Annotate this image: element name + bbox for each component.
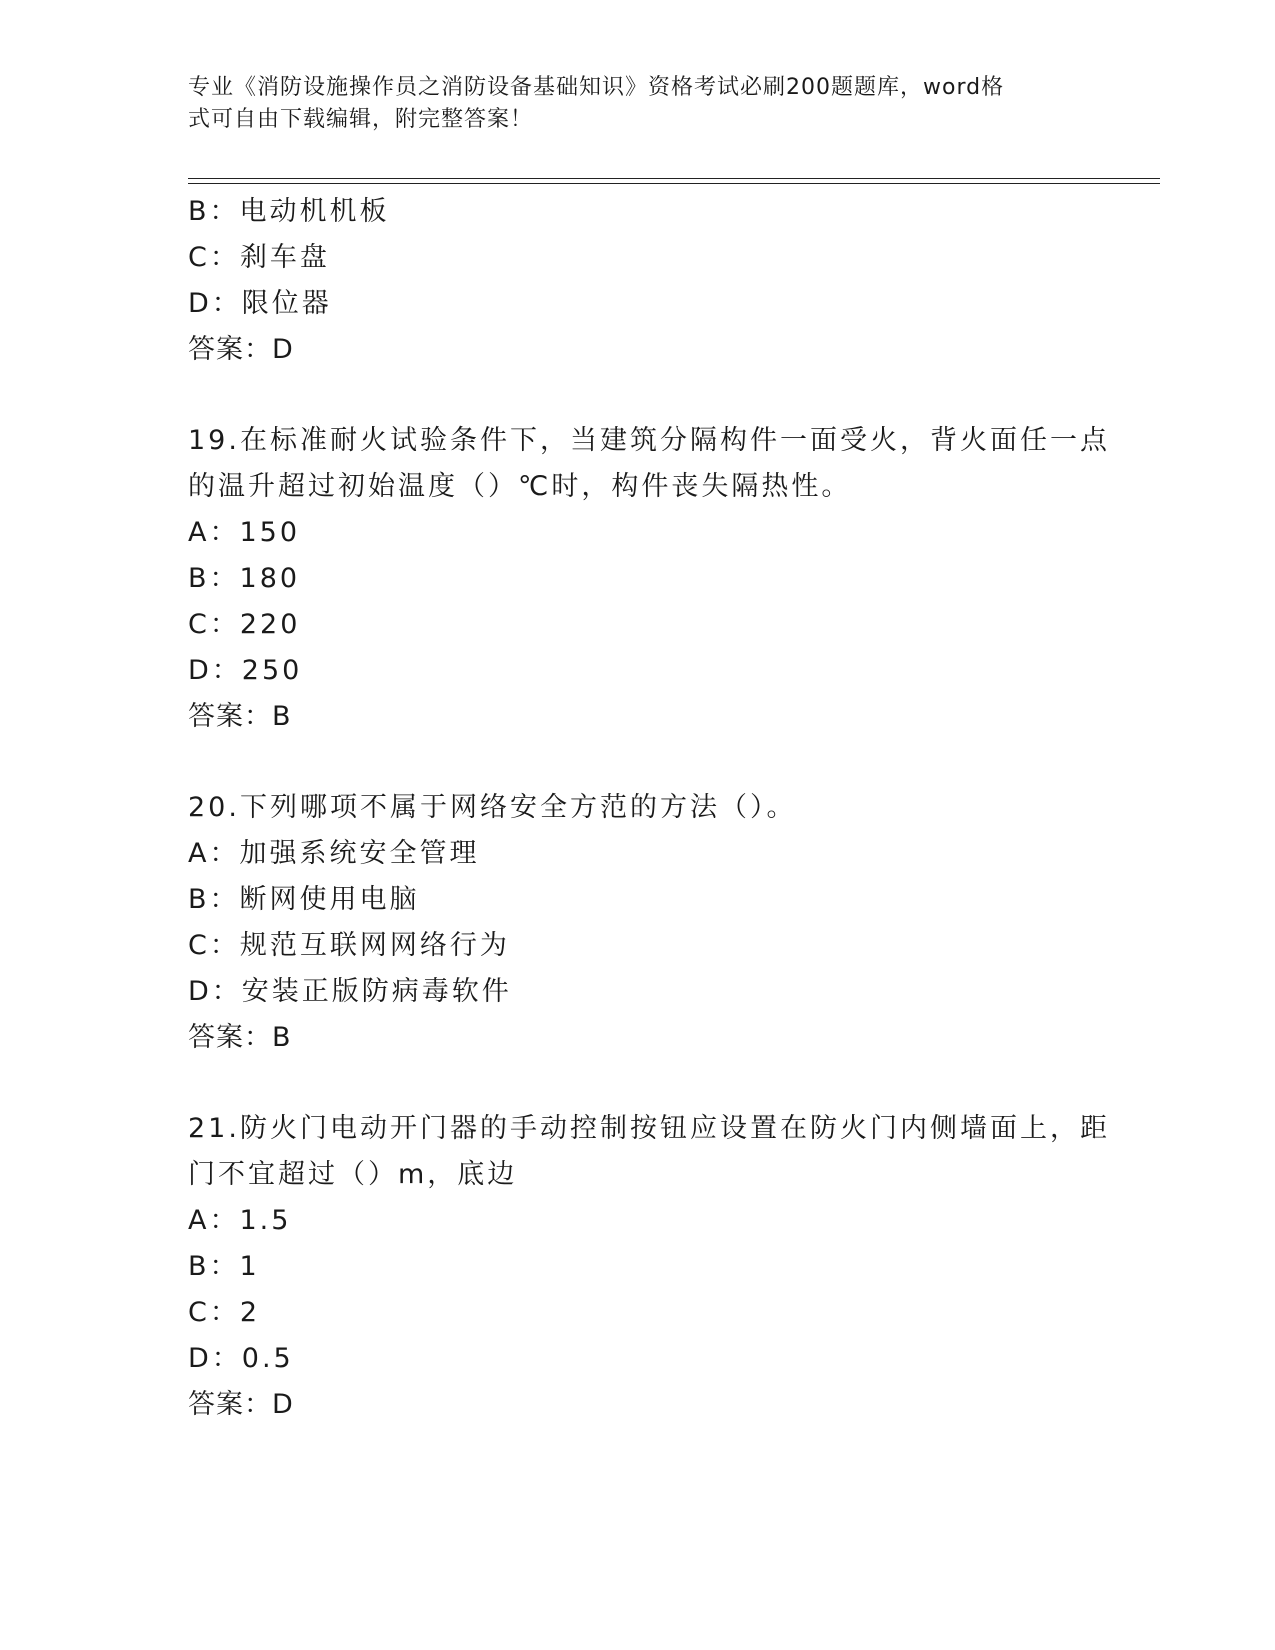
option-d: D：安装正版防病毒软件	[188, 976, 512, 1007]
spacer	[188, 1061, 1088, 1106]
previous-question-tail	[188, 189, 1088, 373]
spacer	[188, 373, 1088, 418]
question-list	[188, 189, 1110, 1428]
option-b: B：1	[188, 1251, 260, 1282]
option-d: D：0.5	[188, 1343, 294, 1374]
question-stem-line: 门不宜超过（）m，底边	[188, 1159, 518, 1190]
question-20	[188, 785, 1088, 1061]
option-a: A：1.5	[188, 1205, 292, 1236]
answer: 答案：D	[188, 1389, 294, 1420]
question-stem-line: 20.下列哪项不属于网络安全方范的方法（）。	[188, 792, 797, 823]
header-divider-bottom	[188, 183, 1160, 184]
question-stem-line: 的温升超过初始温度（）℃时，构件丧失隔热性。	[188, 471, 852, 502]
answer: 答案：B	[188, 1022, 292, 1053]
option-c: C：2	[188, 1297, 261, 1328]
option-b: B：电动机机板	[188, 196, 390, 227]
option-a: A：加强系统安全管理	[188, 838, 480, 869]
question-stem-line: 21.防火门电动开门器的手动控制按钮应设置在防火门内侧墙面上，距	[188, 1113, 1110, 1144]
question-19	[188, 418, 1110, 740]
answer: 答案：B	[188, 701, 292, 732]
option-d: D：250	[188, 655, 303, 686]
spacer	[188, 740, 1088, 785]
option-b: B：断网使用电脑	[188, 884, 420, 915]
option-c: C：规范互联网网络行为	[188, 930, 510, 961]
option-d: D：限位器	[188, 288, 332, 319]
option-b: B：180	[188, 563, 301, 594]
question-stem-line: 19.在标准耐火试验条件下，当建筑分隔构件一面受火，背火面任一点	[188, 425, 1110, 456]
header-divider-top	[188, 178, 1160, 179]
option-a: A：150	[188, 517, 301, 548]
header-line-1: 专业《消防设施操作员之消防设备基础知识》资格考试必刷200题题库，word格	[188, 75, 1005, 100]
document-header	[188, 72, 1068, 136]
answer: 答案：D	[188, 334, 294, 365]
option-c: C：刹车盘	[188, 242, 330, 273]
question-21	[188, 1106, 1110, 1428]
header-line-2: 式可自由下载编辑，附完整答案！	[188, 107, 534, 132]
option-c: C：220	[188, 609, 301, 640]
